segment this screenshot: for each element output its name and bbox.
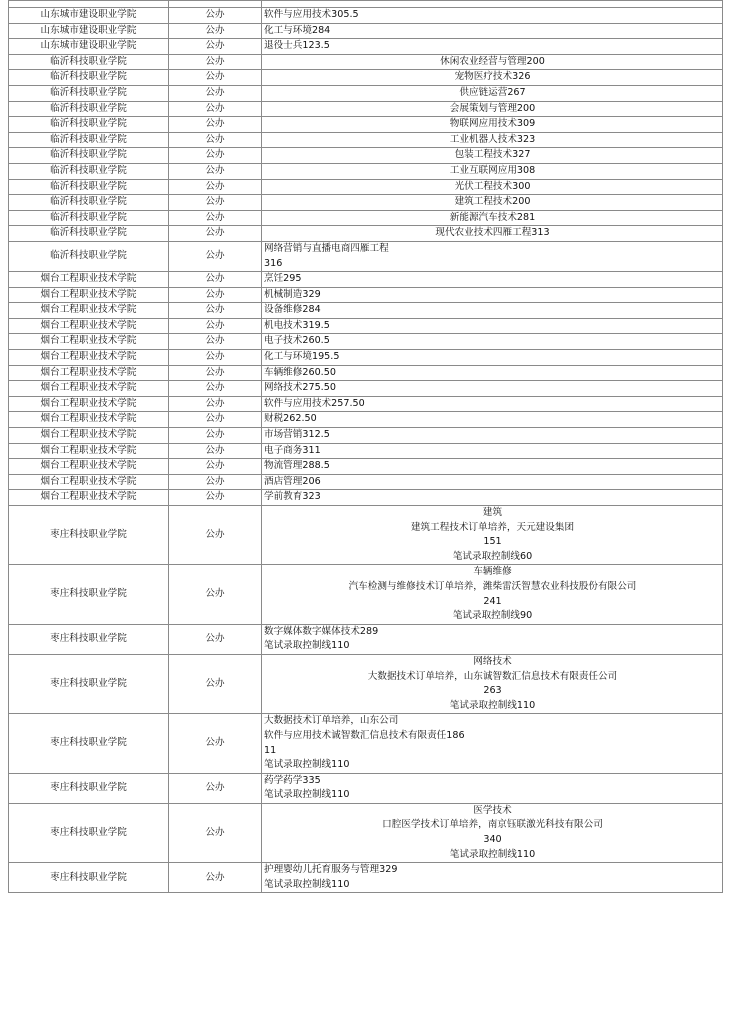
school-name-cell: 烟台工程职业技术学院 xyxy=(9,334,169,350)
major-score-line: 包装工程技术327 xyxy=(454,149,531,161)
school-type-cell: 公办 xyxy=(169,287,262,303)
school-type-cell: 公办 xyxy=(169,863,262,893)
table-row xyxy=(9,412,723,428)
major-score-line: 财税262.50 xyxy=(264,413,317,425)
school-name-cell: 临沂科技职业学院 xyxy=(9,179,169,195)
school-type-cell: 公办 xyxy=(169,226,262,242)
school-type-cell: 公办 xyxy=(169,272,262,288)
major-score-line: 数字媒体数字媒体技术289 xyxy=(264,625,379,637)
major-score-line: 车辆维修260.50 xyxy=(264,366,336,378)
major-score-cell xyxy=(262,714,723,773)
table-row xyxy=(9,565,723,624)
major-score-line: 口腔医学技术订单培养，南京钰联激光科技有限公司 xyxy=(382,819,603,831)
major-score-line: 休闲农业经营与管理200 xyxy=(440,55,545,67)
school-name-cell: 山东城市建设职业学院 xyxy=(9,39,169,55)
major-score-cell xyxy=(262,39,723,55)
school-name-cell: 烟台工程职业技术学院 xyxy=(9,381,169,397)
major-score-line: 机械制造329 xyxy=(264,288,321,300)
major-score-line: 建筑 xyxy=(482,507,503,518)
major-score-line: 工业互联网应用308 xyxy=(449,164,536,176)
major-score-cell xyxy=(262,624,723,654)
school-type-cell: 公办 xyxy=(169,54,262,70)
major-score-line: 340 xyxy=(483,834,502,846)
school-name-cell: 烟台工程职业技术学院 xyxy=(9,350,169,366)
major-score-cell xyxy=(262,241,723,271)
table-row xyxy=(9,163,723,179)
major-score-line: 护理婴幼儿托育服务与管理329 xyxy=(264,864,398,876)
table-row xyxy=(9,714,723,773)
school-name-cell: 枣庄科技职业学院 xyxy=(9,565,169,624)
table-row xyxy=(9,272,723,288)
table-row xyxy=(9,863,723,893)
major-score-cell xyxy=(262,459,723,475)
table-row xyxy=(9,381,723,397)
table-row xyxy=(9,350,723,366)
major-score-line: 建筑工程技术200 xyxy=(454,196,531,208)
table-row xyxy=(9,287,723,303)
major-score-cell xyxy=(262,132,723,148)
school-name-cell: 临沂科技职业学院 xyxy=(9,148,169,164)
major-score-line: 化工与环境284 xyxy=(264,24,331,36)
school-name-cell: 烟台工程职业技术学院 xyxy=(9,396,169,412)
major-score-cell xyxy=(262,396,723,412)
school-type-cell: 公办 xyxy=(169,117,262,133)
major-score-cell xyxy=(262,148,723,164)
table-row xyxy=(9,148,723,164)
school-name-cell: 枣庄科技职业学院 xyxy=(9,624,169,654)
major-score-line: 笔试录取控制线110 xyxy=(264,789,350,801)
major-score-line: 机电技术319.5 xyxy=(264,319,330,331)
major-score-cell xyxy=(262,195,723,211)
major-score-line: 网络技术275.50 xyxy=(264,382,336,394)
major-score-cell xyxy=(262,490,723,506)
table-row xyxy=(9,365,723,381)
major-score-cell xyxy=(262,287,723,303)
school-name-cell: 临沂科技职业学院 xyxy=(9,226,169,242)
major-score-line: 学前教育323 xyxy=(264,491,321,503)
major-score-cell xyxy=(262,272,723,288)
school-name-cell: 临沂科技职业学院 xyxy=(9,241,169,271)
table-row xyxy=(9,8,723,24)
major-score-cell xyxy=(262,85,723,101)
major-score-cell xyxy=(262,412,723,428)
admission-table xyxy=(8,0,723,893)
major-score-line: 网络技术 xyxy=(473,655,512,667)
school-type-cell: 公办 xyxy=(169,195,262,211)
school-type-cell: 公办 xyxy=(169,70,262,86)
school-type-cell: 公办 xyxy=(169,396,262,412)
major-score-line: 酒店管理206 xyxy=(264,475,321,487)
major-score-line: 设备维修284 xyxy=(264,304,321,316)
table-row xyxy=(9,654,723,713)
table-row xyxy=(9,39,723,55)
table-row xyxy=(9,303,723,319)
school-type-cell: 公办 xyxy=(169,132,262,148)
school-name-cell: 枣庄科技职业学院 xyxy=(9,863,169,893)
table-row xyxy=(9,1,723,8)
school-type-cell: 公办 xyxy=(169,490,262,506)
school-type-cell: 公办 xyxy=(169,365,262,381)
major-score-line: 软件与应用技术257.50 xyxy=(264,397,365,409)
major-score-line: 大数据技术订单培养，山东公司 xyxy=(264,715,399,727)
major-score-line: 医学技术 xyxy=(473,804,512,816)
table-row xyxy=(9,195,723,211)
school-name-cell: 临沂科技职业学院 xyxy=(9,85,169,101)
major-score-line: 物联网应用技术309 xyxy=(449,118,536,130)
major-score-line: 大数据技术订单培养，山东诚智数汇信息技术有限责任公司 xyxy=(367,670,618,682)
major-score-cell xyxy=(262,23,723,39)
major-score-line: 烹饪295 xyxy=(264,273,302,285)
table-row xyxy=(9,428,723,444)
school-type-cell: 公办 xyxy=(169,334,262,350)
major-score-line: 笔试录取控制线110 xyxy=(264,878,350,890)
school-type-cell: 公办 xyxy=(169,163,262,179)
school-type-cell: 公办 xyxy=(169,412,262,428)
table-row xyxy=(9,70,723,86)
major-score-cell xyxy=(262,54,723,70)
major-score-cell xyxy=(262,863,723,893)
major-score-line: 化工与环境195.5 xyxy=(264,351,340,363)
school-name-cell: 枣庄科技职业学院 xyxy=(9,506,169,565)
major-score-cell xyxy=(262,117,723,133)
school-name-cell: 烟台工程职业技术学院 xyxy=(9,474,169,490)
major-score-cell xyxy=(262,506,723,565)
school-type-cell: 公办 xyxy=(169,350,262,366)
major-score-line: 笔试录取控制线110 xyxy=(264,640,350,652)
admission-table-sheet xyxy=(8,0,722,893)
school-type-cell: 公办 xyxy=(169,101,262,117)
table-row xyxy=(9,54,723,70)
table-row xyxy=(9,101,723,117)
school-name-cell: 枣庄科技职业学院 xyxy=(9,714,169,773)
major-score-cell xyxy=(262,365,723,381)
major-score-line: 网络营销与直播电商四雁工程 xyxy=(264,242,389,254)
school-name-cell: 烟台工程职业技术学院 xyxy=(9,303,169,319)
admission-table-body xyxy=(9,1,723,893)
school-type-cell: 公办 xyxy=(169,803,262,862)
major-score-line: 宠物医疗技术326 xyxy=(454,71,531,83)
school-type-cell: 公办 xyxy=(169,210,262,226)
major-score-line: 新能源汽车技术281 xyxy=(449,211,536,223)
major-score-line: 电子商务311 xyxy=(264,444,321,456)
major-score-line: 笔试录取控制线90 xyxy=(452,610,533,622)
major-score-cell xyxy=(262,210,723,226)
major-score-cell xyxy=(262,8,723,24)
major-score-line: 退役士兵123.5 xyxy=(264,40,330,52)
major-score-line: 建筑工程技术订单培养，天元建设集团 xyxy=(410,521,575,533)
major-score-line: 笔试录取控制线60 xyxy=(452,550,533,562)
school-type-cell: 公办 xyxy=(169,381,262,397)
table-row xyxy=(9,318,723,334)
major-score-cell xyxy=(262,318,723,334)
table-row xyxy=(9,226,723,242)
major-score-line: 工业机器人技术323 xyxy=(449,133,536,145)
school-name-cell: 烟台工程职业技术学院 xyxy=(9,365,169,381)
table-row xyxy=(9,624,723,654)
school-type-cell: 公办 xyxy=(169,654,262,713)
school-type-cell: 公办 xyxy=(169,506,262,565)
major-score-cell xyxy=(262,334,723,350)
school-name-cell: 临沂科技职业学院 xyxy=(9,117,169,133)
school-name-cell: 山东城市建设职业学院 xyxy=(9,23,169,39)
school-name-cell xyxy=(9,1,169,8)
school-name-cell: 临沂科技职业学院 xyxy=(9,101,169,117)
school-type-cell: 公办 xyxy=(169,773,262,803)
major-score-line: 241 xyxy=(483,595,502,607)
school-type-cell: 公办 xyxy=(169,474,262,490)
table-row xyxy=(9,803,723,862)
major-score-cell xyxy=(262,803,723,862)
table-row xyxy=(9,773,723,803)
major-score-line: 汽车检测与维修技术订单培养，潍柴雷沃智慧农业科技股份有限公司 xyxy=(348,580,637,592)
major-score-line: 316 xyxy=(264,257,283,269)
major-score-line: 药学药学335 xyxy=(264,774,321,786)
school-type-cell: 公办 xyxy=(169,8,262,24)
school-name-cell: 临沂科技职业学院 xyxy=(9,132,169,148)
school-type-cell: 公办 xyxy=(169,303,262,319)
major-score-line: 软件与应用技术诚智数汇信息技术有限责任186 xyxy=(264,729,465,741)
school-type-cell: 公办 xyxy=(169,39,262,55)
school-type-cell: 公办 xyxy=(169,23,262,39)
major-score-line: 现代农业技术四雁工程313 xyxy=(435,227,550,239)
school-name-cell: 烟台工程职业技术学院 xyxy=(9,272,169,288)
table-row xyxy=(9,396,723,412)
major-score-cell xyxy=(262,443,723,459)
school-type-cell: 公办 xyxy=(169,565,262,624)
major-score-line: 笔试录取控制线110 xyxy=(449,848,536,860)
major-score-line: 软件与应用技术305.5 xyxy=(264,9,359,20)
major-score-line: 263 xyxy=(483,685,502,697)
school-name-cell: 临沂科技职业学院 xyxy=(9,54,169,70)
major-score-cell xyxy=(262,773,723,803)
major-score-cell xyxy=(262,179,723,195)
school-name-cell: 烟台工程职业技术学院 xyxy=(9,443,169,459)
school-name-cell: 临沂科技职业学院 xyxy=(9,195,169,211)
major-score-cell xyxy=(262,350,723,366)
school-name-cell: 烟台工程职业技术学院 xyxy=(9,412,169,428)
school-name-cell: 烟台工程职业技术学院 xyxy=(9,318,169,334)
major-score-line: 会展策划与管理200 xyxy=(449,102,536,114)
major-score-line: 笔试录取控制线110 xyxy=(264,759,350,771)
school-name-cell: 烟台工程职业技术学院 xyxy=(9,459,169,475)
table-row xyxy=(9,179,723,195)
school-type-cell: 公办 xyxy=(169,148,262,164)
table-row xyxy=(9,241,723,271)
table-row xyxy=(9,334,723,350)
school-type-cell: 公办 xyxy=(169,459,262,475)
school-type-cell: 公办 xyxy=(169,85,262,101)
major-score-cell xyxy=(262,565,723,624)
major-score-line: 笔试录取控制线110 xyxy=(449,699,536,711)
table-row xyxy=(9,117,723,133)
school-type-cell: 公办 xyxy=(169,241,262,271)
major-score-cell xyxy=(262,428,723,444)
major-score-cell xyxy=(262,163,723,179)
major-score-cell xyxy=(262,101,723,117)
school-name-cell: 烟台工程职业技术学院 xyxy=(9,490,169,506)
school-name-cell: 临沂科技职业学院 xyxy=(9,163,169,179)
major-score-line: 11 xyxy=(264,744,277,756)
major-score-line: 车辆维修 xyxy=(473,566,512,578)
school-type-cell: 公办 xyxy=(169,624,262,654)
school-name-cell: 枣庄科技职业学院 xyxy=(9,803,169,862)
major-score-line: 电子技术260.5 xyxy=(264,335,330,347)
school-type-cell: 公办 xyxy=(169,714,262,773)
major-score-cell xyxy=(262,654,723,713)
school-name-cell: 烟台工程职业技术学院 xyxy=(9,428,169,444)
school-name-cell: 枣庄科技职业学院 xyxy=(9,773,169,803)
major-score-line: 市场营销312.5 xyxy=(264,429,330,441)
table-row xyxy=(9,474,723,490)
school-type-cell: 公办 xyxy=(169,428,262,444)
table-row xyxy=(9,85,723,101)
major-score-cell xyxy=(262,381,723,397)
school-type-cell: 公办 xyxy=(169,443,262,459)
major-score-line: 物流管理288.5 xyxy=(264,460,330,472)
table-row xyxy=(9,210,723,226)
school-type-cell: 公办 xyxy=(169,318,262,334)
major-score-cell xyxy=(262,474,723,490)
school-name-cell: 枣庄科技职业学院 xyxy=(9,654,169,713)
school-name-cell: 烟台工程职业技术学院 xyxy=(9,287,169,303)
school-type-cell xyxy=(169,1,262,8)
major-score-cell xyxy=(262,70,723,86)
table-row xyxy=(9,23,723,39)
major-score-cell xyxy=(262,1,723,8)
major-score-cell xyxy=(262,226,723,242)
table-row xyxy=(9,459,723,475)
major-score-line: 光伏工程技术300 xyxy=(454,180,531,192)
school-type-cell: 公办 xyxy=(169,179,262,195)
major-score-cell xyxy=(262,303,723,319)
table-row xyxy=(9,506,723,565)
school-name-cell: 山东城市建设职业学院 xyxy=(9,8,169,24)
school-name-cell: 临沂科技职业学院 xyxy=(9,70,169,86)
table-row xyxy=(9,443,723,459)
table-row xyxy=(9,490,723,506)
table-row xyxy=(9,132,723,148)
major-score-line: 151 xyxy=(483,536,502,548)
major-score-line: 供应链运营267 xyxy=(459,86,526,98)
school-name-cell: 临沂科技职业学院 xyxy=(9,210,169,226)
